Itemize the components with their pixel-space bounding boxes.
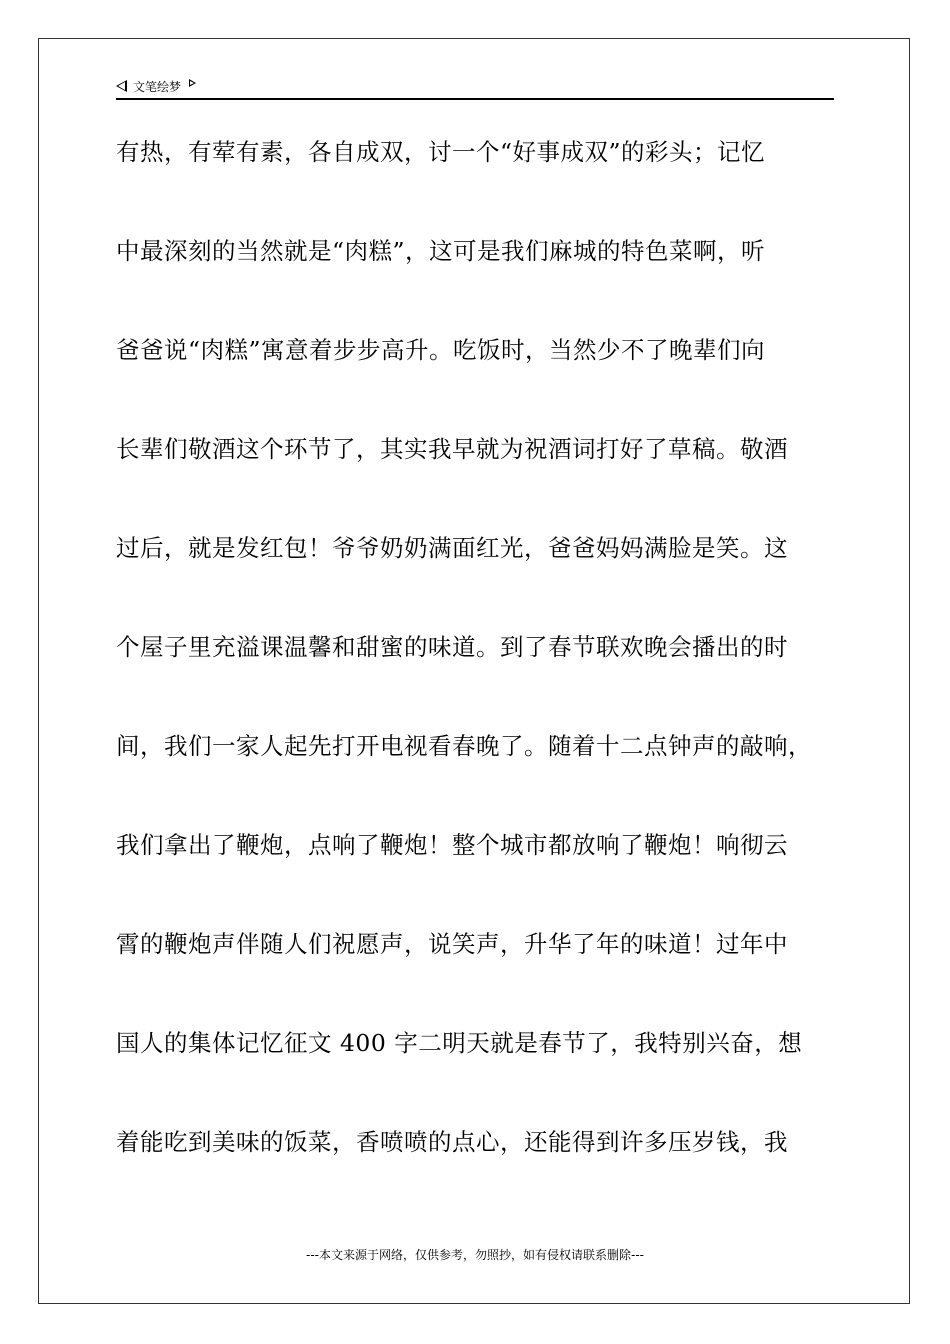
page-header xyxy=(116,74,834,100)
text-line: 长辈们敬酒这个环节了，其实我早就为祝酒词打好了草稿。敬酒 xyxy=(116,435,788,463)
text-line: 中最深刻的当然就是“肉糕”，这可是我们麻城的特色菜啊，听 xyxy=(116,237,766,265)
header-title: 文笔绘梦 xyxy=(133,79,182,94)
text-line: 过后，就是发红包！爷爷奶奶满面红光，爸爸妈妈满脸是笑。这 xyxy=(116,534,788,562)
text-line: 个屋子里充溢课温馨和甜蜜的味道。到了春节联欢晚会播出的时 xyxy=(116,633,788,661)
text-line: 着能吃到美味的饭菜，香喷喷的点心，还能得到许多压岁钱，我 xyxy=(116,1128,788,1156)
text-line: 爸爸说“肉糕”寓意着步步高升。吃饭时，当然少不了晚辈们向 xyxy=(116,336,766,364)
triangle-right-icon xyxy=(189,79,196,87)
body-text xyxy=(116,132,856,1221)
text-line: 有热，有荤有素，各自成双，讨一个“好事成双”的彩头；记忆 xyxy=(116,138,766,166)
text-line: 我们拿出了鞭炮，点响了鞭炮！整个城市都放响了鞭炮！响彻云 xyxy=(116,831,788,859)
triangle-left-icon xyxy=(116,80,127,92)
text-line: 国人的集体记忆征文 400 字二明天就是春节了，我特别兴奋，想 xyxy=(116,1029,803,1057)
text-line: 间，我们一家人起先打开电视看春晚了。随着十二点钟声的敲响， xyxy=(116,732,812,760)
page-footer: ---本文来源于网络，仅供参考，勿照抄，如有侵权请联系删除--- xyxy=(306,1248,644,1262)
text-line: 霄的鞭炮声伴随人们祝愿声，说笑声，升华了年的味道！过年中 xyxy=(116,930,788,958)
